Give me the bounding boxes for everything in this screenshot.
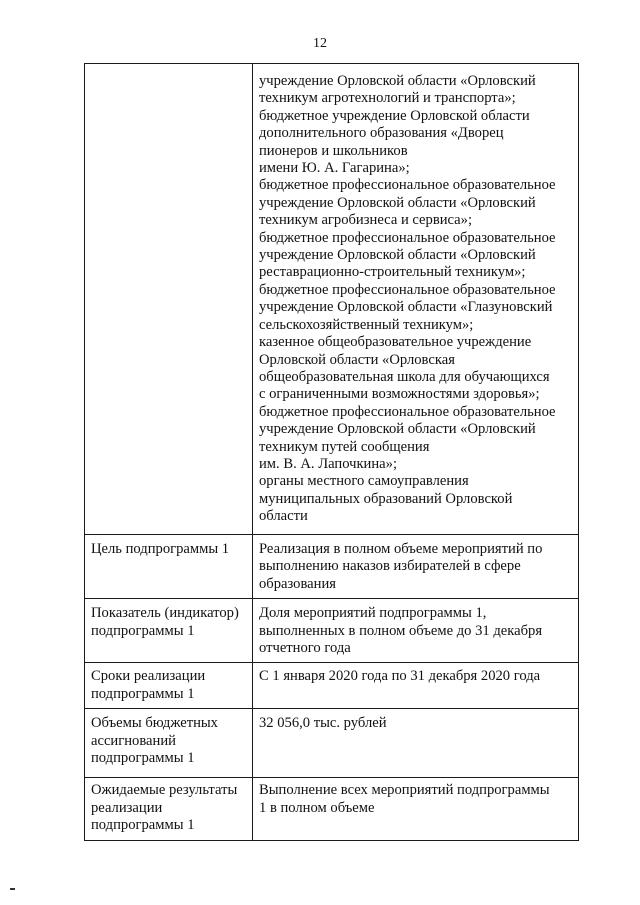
results-value-line: 1 в полном объеме <box>259 799 375 816</box>
budget-label-line: подпрограммы 1 <box>91 750 195 767</box>
results-label-line: подпрограммы 1 <box>91 817 195 834</box>
executors-line: учреждение Орловской области «Орловский <box>259 421 536 438</box>
goal-value-line: образования <box>259 575 336 592</box>
indicator-label-cell <box>85 599 253 663</box>
page-number: 12 <box>313 36 327 51</box>
executors-line: техникум агротехнологий и транспорта»; <box>259 90 516 107</box>
executors-line: сельскохозяйственный техникум»; <box>259 316 474 333</box>
table-row-expected-results <box>85 778 579 841</box>
executors-label-cell <box>85 64 253 535</box>
budget-label-line: Объемы бюджетных <box>91 715 218 732</box>
executors-line: бюджетное профессиональное образовательное <box>259 177 556 194</box>
table-row-goal <box>85 535 579 599</box>
indicator-value-line: Доля мероприятий подпрограммы 1, <box>259 605 487 622</box>
subprogram-passport-table <box>84 63 579 841</box>
executors-line: пионеров и школьников <box>259 142 408 159</box>
indicator-label-line: Показатель (индикатор) <box>91 605 239 622</box>
executors-line: общеобразовательная школа для обучающихся <box>259 368 550 385</box>
indicator-label-line: подпрограммы 1 <box>91 622 195 639</box>
executors-line: муниципальных образований Орловской <box>259 490 513 507</box>
table-row-executors-continuation <box>85 64 579 535</box>
executors-line: области <box>259 508 308 525</box>
terms-value-cell <box>253 663 579 709</box>
executors-line: техникум путей сообщения <box>259 438 430 455</box>
indicator-value-cell <box>253 599 579 663</box>
table-row-indicator <box>85 599 579 663</box>
results-value-cell <box>253 778 579 841</box>
executors-line: имени Ю. А. Гагарина»; <box>259 160 410 177</box>
executors-list-cell <box>253 64 579 535</box>
indicator-value-line: отчетного года <box>259 640 351 657</box>
results-value-line: Выполнение всех мероприятий подпрограммы <box>259 782 550 799</box>
table-row-budget <box>85 709 579 778</box>
goal-label-cell <box>85 535 253 599</box>
executors-line: бюджетное профессиональное образовательное <box>259 403 556 420</box>
budget-label-cell <box>85 709 253 778</box>
scan-margin-mark <box>10 888 15 890</box>
results-label-cell <box>85 778 253 841</box>
goal-value-line: выполнению наказов избирателей в сфере <box>259 558 521 575</box>
results-label-line: Ожидаемые результаты <box>91 782 238 799</box>
terms-label-line: подпрограммы 1 <box>91 685 195 702</box>
budget-label-line: ассигнований <box>91 732 176 749</box>
executors-line: бюджетное профессиональное образовательное <box>259 281 556 298</box>
executors-line: казенное общеобразовательное учреждение <box>259 334 532 351</box>
goal-value-cell <box>253 535 579 599</box>
executors-line: органы местного самоуправления <box>259 473 469 490</box>
executors-line: дополнительного образования «Дворец <box>259 125 504 142</box>
terms-label-line: Сроки реализации <box>91 668 206 685</box>
executors-line: учреждение Орловской области «Орловский <box>259 194 536 211</box>
executors-line: учреждение Орловской области «Орловский <box>259 73 536 89</box>
terms-label-cell <box>85 663 253 709</box>
goal-label: Цель подпрограммы 1 <box>91 541 230 557</box>
executors-line: учреждение Орловской области «Глазуновский <box>259 299 553 316</box>
executors-line: бюджетное профессиональное образовательное <box>259 229 556 246</box>
executors-line: учреждение Орловской области «Орловский <box>259 247 536 264</box>
executors-line: им. В. А. Лапочкина»; <box>259 455 397 472</box>
executors-line: техникум агробизнеса и сервиса»; <box>259 212 473 229</box>
indicator-value-line: выполненных в полном объеме до 31 декабря <box>259 622 543 639</box>
results-label-line: реализации <box>91 799 163 816</box>
executors-line: Орловской области «Орловская <box>259 351 455 368</box>
executors-line: с ограниченными возможностями здоровья»; <box>259 386 540 403</box>
terms-value-line: С 1 января 2020 года по 31 декабря 2020 года <box>259 668 541 685</box>
executors-line: бюджетное учреждение Орловской области <box>259 107 530 124</box>
budget-value-cell <box>253 709 579 778</box>
goal-value-line: Реализация в полном объеме мероприятий по <box>259 541 543 557</box>
budget-value-line: 32 056,0 тыс. рублей <box>259 715 387 732</box>
table-row-terms <box>85 663 579 709</box>
executors-line: реставрационно-строительный техникум»; <box>259 264 526 281</box>
